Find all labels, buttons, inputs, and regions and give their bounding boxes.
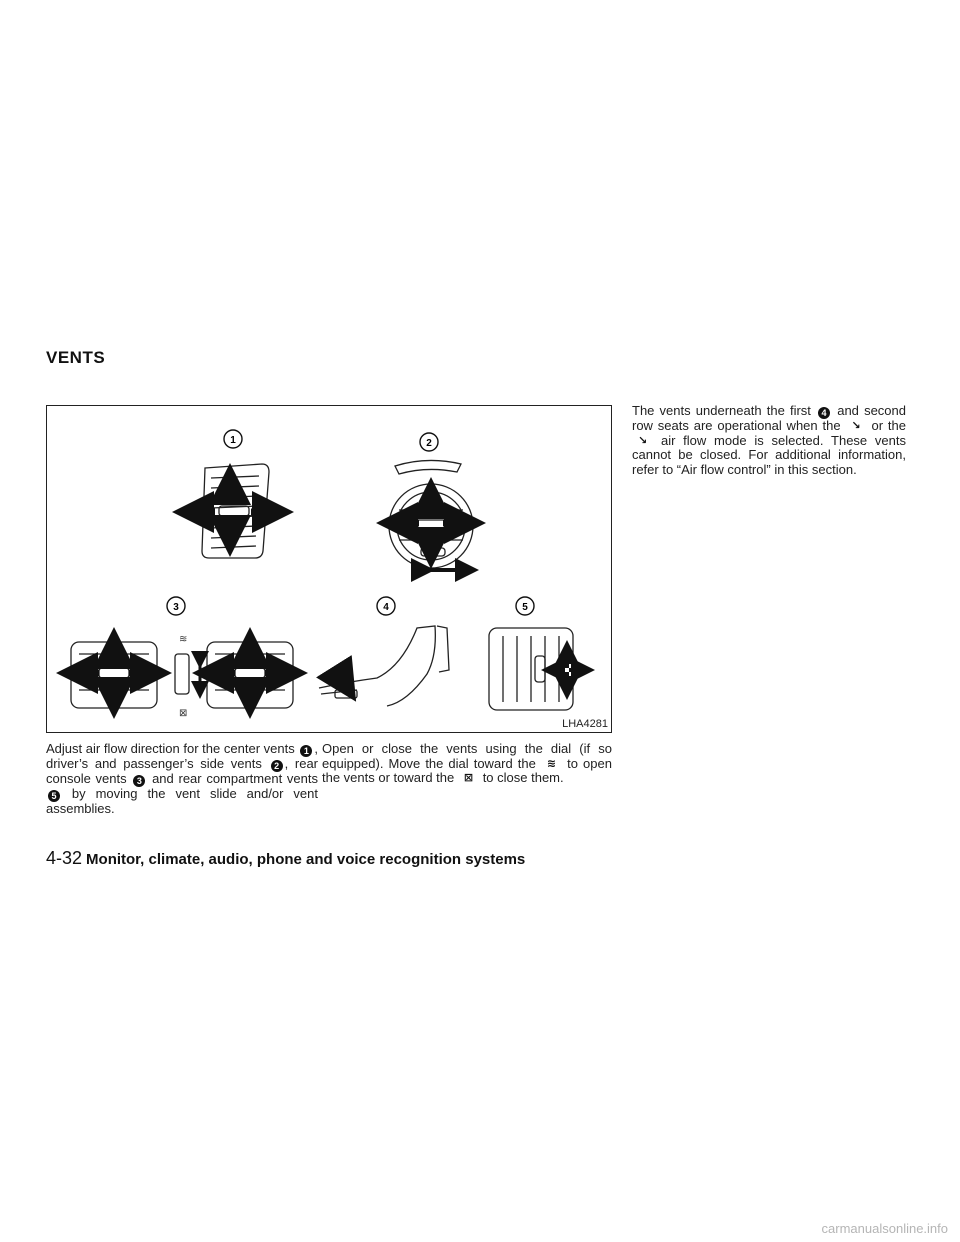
floor-vent-arrow <box>335 668 345 684</box>
callout-2 <box>420 433 438 451</box>
svg-text:2: 2 <box>426 438 432 449</box>
vent-close-icon: ⊠ <box>463 772 474 784</box>
callout-5 <box>516 597 534 615</box>
floor-vent <box>319 626 449 706</box>
dial-open-icon: ≋ <box>179 634 188 645</box>
callout-4 <box>377 597 395 615</box>
callout-ref-1: 1 <box>300 745 312 757</box>
callout-ref-4: 4 <box>818 407 830 419</box>
center-vent-arrows <box>193 484 273 536</box>
vents-illustration <box>47 406 613 734</box>
paragraph-adjust-airflow: Adjust air flow direction for the center vents 1 , driver’s and passenger’s side vents 2 , rear console vents 3 and rear compartment vents5 by moving the vent slide and/or vent assemblies. <box>46 741 319 816</box>
svg-text:5: 5 <box>522 602 528 613</box>
page-footer <box>46 848 525 869</box>
rear-compartment-arrows <box>553 652 583 688</box>
foot-airflow-icon: ↘ <box>851 420 861 432</box>
callout-ref-3: 3 <box>133 775 145 787</box>
svg-text:3: 3 <box>173 602 179 613</box>
vent-open-icon: ≋ <box>546 757 557 770</box>
chapter-title: Monitor, climate, audio, phone and voice recognition systems <box>86 851 526 868</box>
svg-text:4: 4 <box>383 602 389 613</box>
paragraph-open-close: Open or close the vents using the dial (if so equipped). Move the dial toward the ≋ to open the vents or toward the ⊠ to close them. <box>322 741 612 785</box>
callout-ref-5: 5 <box>48 790 60 802</box>
callout-1 <box>224 430 242 448</box>
paragraph-floor-vents: The vents underneath the first 4 and second row seats are operational when the ↘ or the ↘ air flow mode is selected. These vents cannot be closed. For additional information, refer to “Air flow control” in this section. <box>632 403 906 477</box>
rear-console-vents <box>71 642 293 708</box>
page-number: 4-32 <box>46 848 83 868</box>
callout-3 <box>167 597 185 615</box>
callout-ref-2: 2 <box>271 760 283 772</box>
watermark: carmanualsonline.info <box>821 1221 948 1236</box>
section-title: VENTS <box>46 348 106 367</box>
foot-defrost-airflow-icon: ↘ <box>638 434 648 447</box>
vents-figure <box>46 405 612 733</box>
svg-text:1: 1 <box>230 435 236 446</box>
figure-code: LHA4281 <box>562 718 608 730</box>
dial-close-icon: ⊠ <box>179 708 188 719</box>
